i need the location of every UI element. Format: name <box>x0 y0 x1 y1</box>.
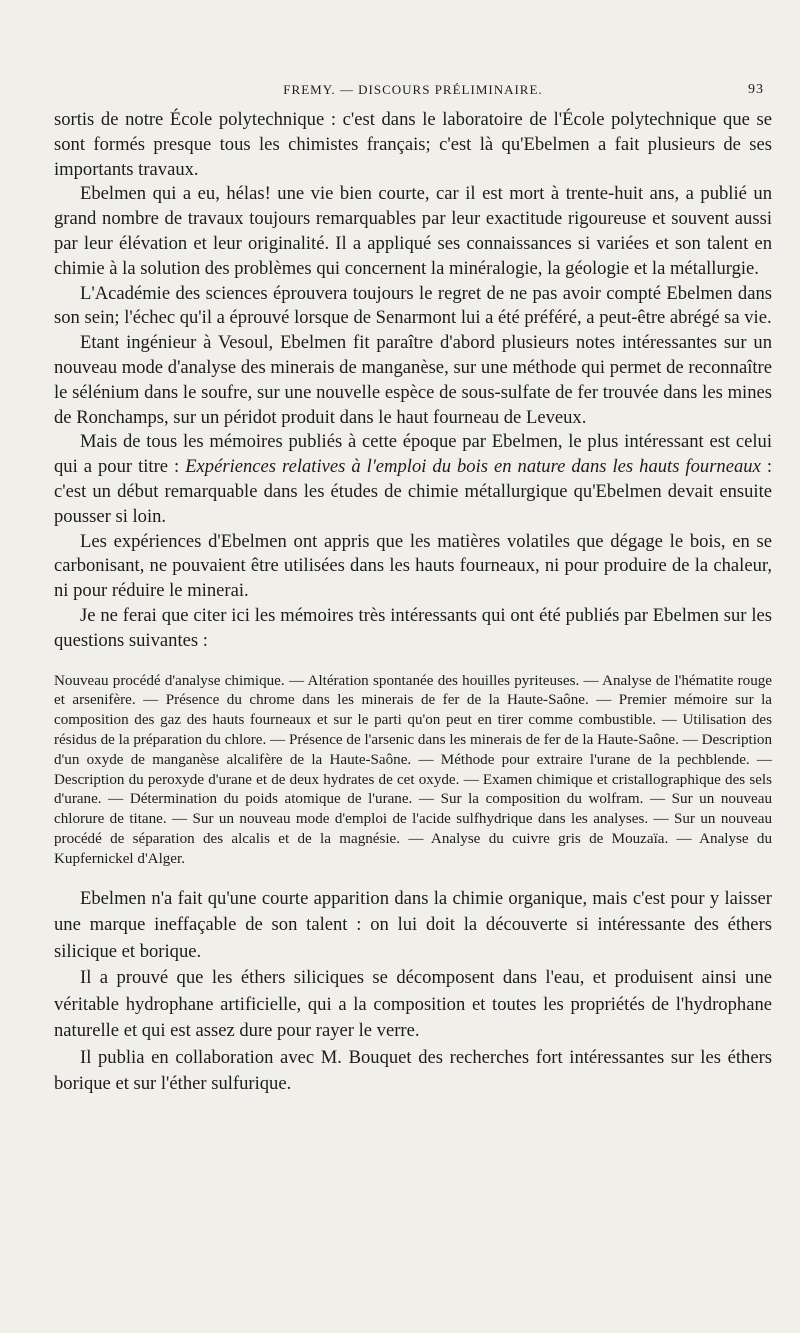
paragraph-text: : c'est un début remarquable dans les études de chimie métallurgique qu'Ebelmen devait ensuite pousser si loin. <box>54 456 772 527</box>
paragraph: Il publia en collaboration avec M. Bouquet des recherches fort intéressantes sur les éthers borique et sur l'éther sulfurique. <box>54 1046 772 1094</box>
paragraph: Il a prouvé que les éthers siliciques se décomposent dans l'eau, et produisent ainsi une véritable hydrophane artificielle, qui a la composition et toutes les propriétés de l'hydrophane naturelle et qui est assez dure pour rayer le verre. <box>54 967 772 1041</box>
page-number: 93 <box>748 82 764 97</box>
memoir-list-text: Nouveau procédé d'analyse chimique. — Altération spontanée des houilles pyriteuses. — Analyse de l'hématite rouge et arsenifère. — Présence du chrome dans les minerais de fer de la Haute-Saône. — Premier mémoire sur la composition des gaz des hauts fourneaux et sur le parti qu'on peut en tirer comme combustible. — Utilisation des résidus de la préparation du chlore. — Présence de l'arsenic dans les minerais de fer de la Haute-Saône. — Description d'un oxyde de manganèse alcalifère de la Haute-Saône. — Méthode pour extraire l'urane de la pechblende. — Description du peroxyde d'urane et de deux hydrates de cet oxyde. — Examen chimique et cristallographique des sels d'urane. — Détermination du poids atomique de l'urane. — Sur la composition du wolfram. — Sur un nouveau chlorure de titane. — Sur un nouveau mode d'emploi de l'acide sulfhydrique dans les analyses. — Sur un nouveau procédé de séparation des alcalis et de la magnésie. — Analyse du cuivre gris de Mouzaïa. — Analyse du Kupfernickel d'Alger. <box>54 672 772 867</box>
running-title: FREMY. — DISCOURS PRÉLIMINAIRE. <box>283 82 543 97</box>
paragraph <box>54 430 772 529</box>
paragraph: sortis de notre École polytechnique : c'est dans le laboratoire de l'École polytechnique que se sont formés presque tous les chimistes français; c'est là qu'Ebelmen a fait plusieurs de ses importants travaux. <box>54 109 772 180</box>
paragraph: Les expériences d'Ebelmen ont appris que les matières volatiles que dégage le bois, en se carbonisant, ne pouvaient être utilisées dans les hauts fourneaux, ni pour produire de la chaleur, ni pour réduire le minerai. <box>54 530 772 602</box>
paragraph: Etant ingénieur à Vesoul, Ebelmen fit paraître d'abord plusieurs notes intéressantes sur un nouveau mode d'analyse des minerais de manganèse, sur une méthode qui permet de reconnaître le sélénium dans le soufre, sur une nouvelle espèce de sous-sulfate de fer trouvée dans les mines de Ronchamps, sur un péridot produit dans le haut fourneau de Leveux. <box>54 332 772 428</box>
paragraph: Je ne ferai que citer ici les mémoires très intéressants qui ont été publiés par Ebelmen sur les questions suivantes : <box>54 604 772 651</box>
running-head <box>54 82 772 104</box>
paragraph: Ebelmen n'a fait qu'une courte apparition dans la chimie organique, mais c'est pour y laisser une marque ineffaçable de son talent : on lui doit la découverte si intéressante des éthers silicique et borique. <box>54 887 772 962</box>
paragraph-text: Mais de tous les mémoires publiés à cette époque par Ebelmen, le plus intéressant est celui qui a pour titre : <box>54 431 772 478</box>
closing-text <box>54 886 772 1098</box>
paragraph: L'Académie des sciences éprouvera toujours le regret de ne pas avoir compté Ebelmen dans son sein; l'échec qu'il a éprouvé lorsque de Senarmont lui a été préféré, a peut-être abrégé sa vie. <box>54 282 772 329</box>
main-text <box>54 108 772 1098</box>
paragraph: Ebelmen qui a eu, hélas! une vie bien courte, car il est mort à trente-huit ans, a publié un grand nombre de travaux toujours remarquables par leur exactitude rigoureuse et souvent aussi par leur élévation et leur originalité. Il a appliqué ses connaissances si variées et son talent en chimie à la solution des problèmes qui concernent la minéralogie, la géologie et la métallurgie. <box>54 183 772 279</box>
italic-title: Expériences relatives à l'emploi du bois en nature dans les hauts fourneaux <box>185 456 761 478</box>
memoir-list <box>54 672 772 870</box>
